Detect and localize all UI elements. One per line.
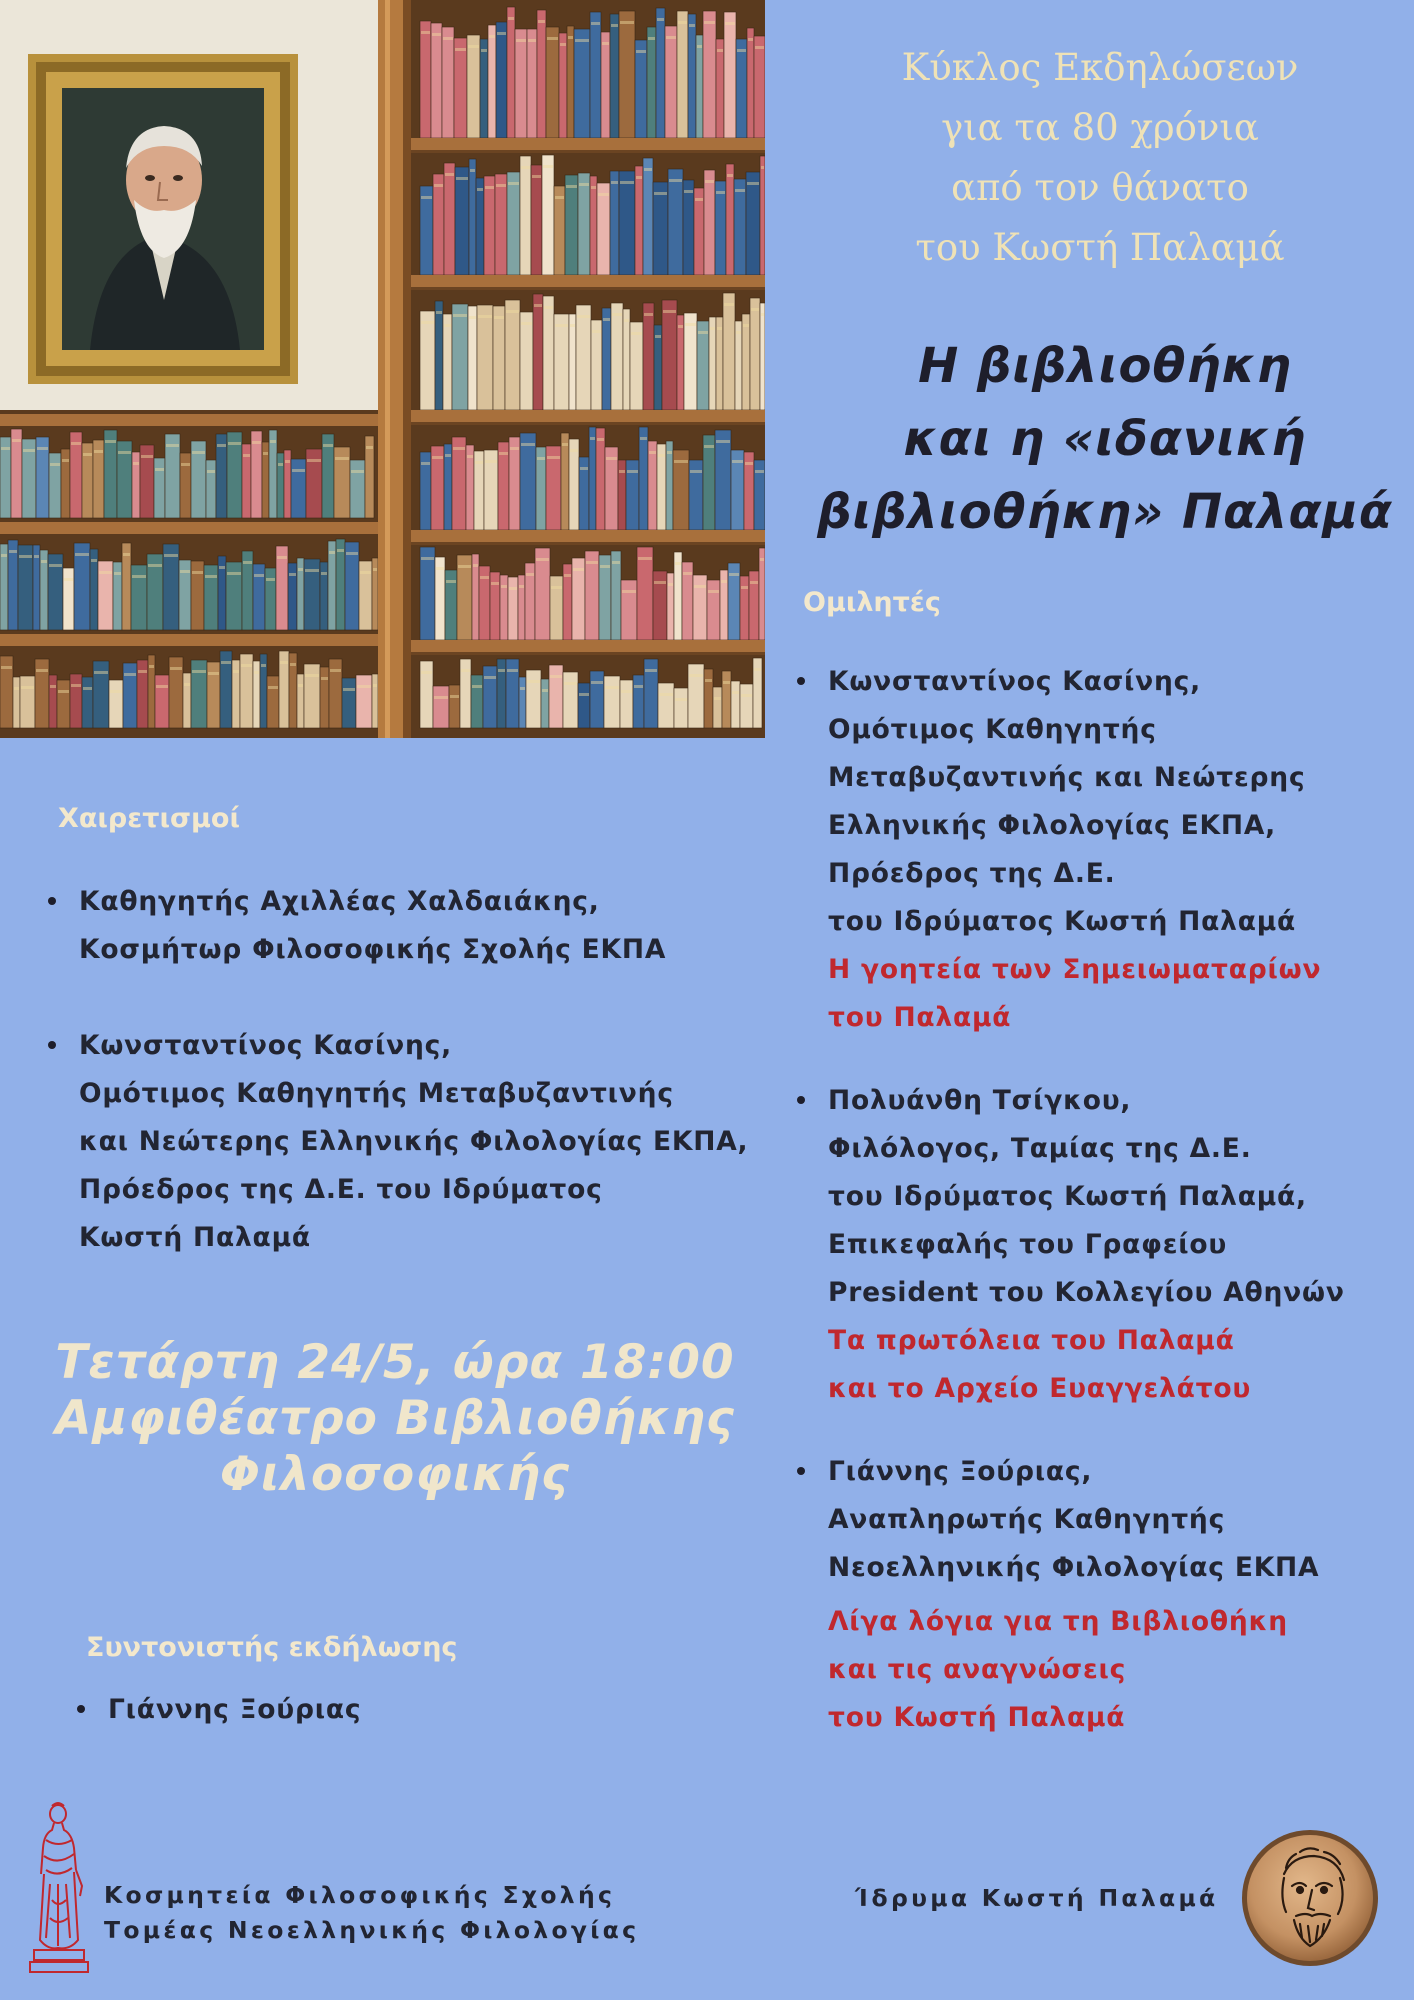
speaker-line: Αναπληρωτής Καθηγητής <box>828 1504 1226 1535</box>
series-line: Κύκλος Εκδηλώσεων <box>901 46 1299 89</box>
speakers-label: Ομιλητές <box>803 587 941 618</box>
talk-title: του Κωστή Παλαμά <box>828 1702 1126 1733</box>
speaker-line: του Ιδρύματος Κωστή Παλαμά <box>828 906 1297 937</box>
bullet-icon <box>797 1467 805 1475</box>
speaker-line: Πολυάνθη Τσίγκου, <box>828 1085 1132 1116</box>
greetings-label: Χαιρετισμοί <box>58 803 240 834</box>
speaker-line: Επικεφαλής του Γραφείου <box>828 1229 1228 1260</box>
greeting-line: και Νεώτερης Ελληνικής Φιλολογίας ΕΚΠΑ, <box>79 1126 749 1157</box>
talk-title: Τα πρωτόλεια του Παλαμά <box>828 1325 1235 1356</box>
bullet-icon <box>48 897 56 905</box>
speaker-line: Φιλόλογος, Ταμίας της Δ.Ε. <box>828 1133 1252 1164</box>
talk-title: Η γοητεία των Σημειωματαρίων <box>828 954 1322 985</box>
speaker-item <box>828 1448 1345 1742</box>
event-date-venue <box>0 1335 790 1503</box>
series-line: για τα 80 χρόνια <box>941 106 1259 149</box>
event-date: Τετάρτη 24/5, ώρα 18:00 <box>55 1335 735 1390</box>
speaker-line: Νεοελληνικής Φιλολογίας ΕΚΠΑ <box>828 1552 1320 1583</box>
talk-title: και τις αναγνώσεις <box>828 1654 1127 1685</box>
statue-logo-icon <box>28 1800 92 1978</box>
talk-title: και το Αρχείο Ευαγγελάτου <box>828 1373 1252 1404</box>
speaker-item <box>828 1077 1345 1413</box>
palamas-medallion-icon <box>1240 1828 1380 1968</box>
event-venue-line: Φιλοσοφικής <box>220 1447 570 1502</box>
event-title <box>800 330 1410 549</box>
speaker-line: Ελληνικής Φιλολογίας ΕΚΠΑ, <box>828 810 1277 841</box>
footer-foundation: Ίδρυμα Κωστή Παλαμά <box>855 1884 1219 1912</box>
talk-title: του Παλαμά <box>828 1002 1012 1033</box>
speaker-line: Μεταβυζαντινής και Νεώτερης <box>828 762 1306 793</box>
greeting-line: Καθηγητής Αχιλλέας Χαλδαιάκης, <box>79 886 600 917</box>
greeting-item <box>79 1022 748 1262</box>
speaker-line: Γιάννης Ξούριας, <box>828 1456 1093 1487</box>
event-venue-line: Αμφιθέατρο Βιβλιοθήκης <box>55 1391 735 1446</box>
bullet-icon <box>77 1705 85 1713</box>
series-line: του Κωστή Παλαμά <box>915 226 1285 269</box>
greeting-line: Πρόεδρος της Δ.Ε. του Ιδρύματος <box>79 1174 603 1205</box>
footer-left-line: Τομέας Νεοελληνικής Φιλολογίας <box>104 1916 640 1944</box>
greeting-line: Κοσμήτωρ Φιλοσοφικής Σχολής ΕΚΠΑ <box>79 934 667 965</box>
event-series-heading <box>800 38 1400 278</box>
speakers-list <box>828 658 1345 1742</box>
series-line: από τον θάνατο <box>951 166 1249 209</box>
footer-faculty <box>104 1878 639 1948</box>
greeting-item <box>79 878 748 974</box>
speaker-item <box>828 658 1345 1042</box>
title-line: και η «ιδανική <box>903 411 1307 467</box>
library-photo <box>0 0 765 738</box>
moderator-label: Συντονιστής εκδήλωσης <box>86 1632 458 1663</box>
greeting-line: Κωνσταντίνος Κασίνης, <box>79 1030 453 1061</box>
greeting-line: Κωστή Παλαμά <box>79 1222 311 1253</box>
talk-title: Λίγα λόγια για τη Βιβλιοθήκη <box>828 1606 1288 1637</box>
speaker-line: Πρόεδρος της Δ.Ε. <box>828 858 1116 889</box>
greeting-line: Ομότιμος Καθηγητής Μεταβυζαντινής <box>79 1078 674 1109</box>
speaker-line: Ομότιμος Καθηγητής <box>828 714 1157 745</box>
moderator-list <box>108 1686 361 1734</box>
bullet-icon <box>797 677 805 685</box>
speaker-line: President του Κολλεγίου Αθηνών <box>828 1277 1345 1308</box>
speaker-line: του Ιδρύματος Κωστή Παλαμά, <box>828 1181 1307 1212</box>
speaker-line: Κωνσταντίνος Κασίνης, <box>828 666 1202 697</box>
title-line: Η βιβλιοθήκη <box>918 338 1292 394</box>
title-line: βιβλιοθήκη» Παλαμά <box>817 484 1393 540</box>
moderator-item <box>108 1686 361 1734</box>
bullet-icon <box>797 1096 805 1104</box>
greetings-list <box>79 878 748 1262</box>
bullet-icon <box>48 1041 56 1049</box>
moderator-name: Γιάννης Ξούριας <box>108 1694 362 1725</box>
footer-left-line: Κοσμητεία Φιλοσοφικής Σχολής <box>104 1881 616 1909</box>
bookshelf-image <box>0 0 765 738</box>
